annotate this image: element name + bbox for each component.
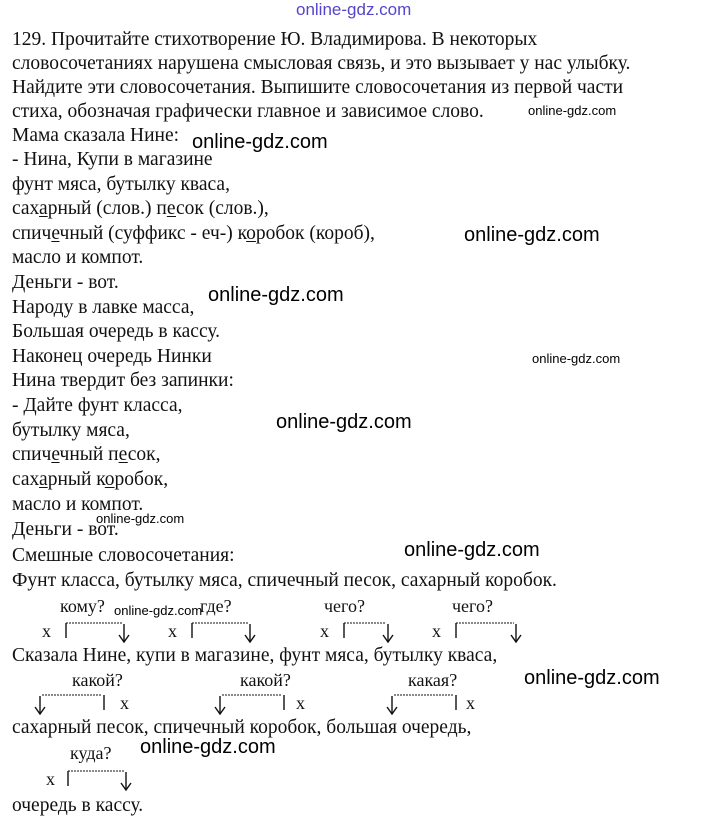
main-word-mark: x [42, 621, 51, 641]
underlined-letter: е [51, 444, 60, 465]
watermark: online-gdz.com [524, 667, 660, 689]
watermark: online-gdz.com [276, 411, 412, 433]
poem-line [12, 443, 161, 467]
text: спич [12, 223, 52, 244]
task-line-4: стиха, обозначая графически главное и зависимое слово. [12, 101, 484, 122]
watermark: online-gdz.com [114, 603, 203, 618]
poem-line [12, 468, 168, 492]
text: чный (суффикс - еч-) к [59, 223, 247, 244]
answer-line: сахарный песок, спичечный коробок, большая очередь, [12, 717, 472, 738]
dependency-arrow-left [384, 692, 462, 716]
poem-line: Нина твердит без запинки: [12, 370, 234, 391]
poem-line: Большая очередь в кассу. [12, 321, 221, 342]
text: сах [12, 469, 40, 490]
poem-line: фунт мяса, бутылку кваса, [12, 174, 230, 195]
watermark: online-gdz.com [140, 736, 276, 758]
watermark: online-gdz.com [192, 131, 328, 153]
text: робок (короб), [255, 223, 375, 244]
watermark: online-gdz.com [464, 224, 600, 246]
poem-line: - Нина, Купи в магазине [12, 149, 213, 170]
main-word-mark: x [296, 693, 305, 713]
task-line-3: Найдите эти словосочетания. Выпишите словосочетания из первой части [12, 77, 624, 98]
watermark-top: online-gdz.com [296, 0, 412, 19]
text: спич [12, 444, 52, 465]
poem-line: масло и компот. [12, 494, 144, 515]
main-word-mark: x [432, 621, 441, 641]
task-line-1: 129. Прочитайте стихотворение Ю. Владимирова. В некоторых [12, 29, 538, 50]
question-label: чего? [324, 596, 365, 616]
underlined-letter: е [118, 444, 128, 465]
poem-line: - Дайте фунт класса, [12, 395, 183, 416]
underlined-letter: е [166, 198, 176, 219]
poem-line: бутылку мяса, [12, 420, 130, 441]
main-word-mark: x [320, 621, 329, 641]
underlined-letter: о [246, 223, 256, 244]
watermark: online-gdz.com [532, 351, 621, 366]
underlined-letter: о [104, 469, 115, 490]
watermark: online-gdz.com [208, 284, 344, 306]
question-label: чего? [452, 596, 493, 616]
text: сок (слов.), [175, 198, 269, 219]
text: сах [12, 198, 40, 219]
answer-line: очередь в кассу. [12, 795, 144, 816]
text: чный п [59, 444, 119, 465]
task-line-2: словосочетаниях нарушена смысловая связь, и это вызывает у нас улыбку. [12, 53, 631, 74]
dependency-arrow-right [342, 620, 398, 644]
poem-line: масло и компот. [12, 247, 144, 268]
dependency-arrow-right [66, 768, 138, 792]
answer-heading: Смешные словосочетания: [12, 545, 235, 566]
question-label: какая? [408, 670, 458, 690]
main-word-mark: x [168, 621, 177, 641]
watermark: online-gdz.com [96, 511, 185, 526]
main-word-mark: x [466, 693, 475, 713]
funny-phrases-line: Фунт класса, бутылку мяса, спичечный песок, сахарный коробок. [12, 570, 557, 591]
question-label: кому? [60, 596, 105, 616]
poem-line: Деньги - вот. [12, 272, 119, 293]
text: сок, [127, 444, 161, 465]
underlined-letter: е [51, 223, 60, 244]
poem-line [12, 197, 269, 221]
poem-line: Народу в лавке масса, [12, 297, 195, 318]
main-word-mark: x [46, 769, 55, 789]
question-label: куда? [70, 743, 112, 763]
dependency-arrow-right [190, 620, 262, 644]
dependency-arrow-right [64, 620, 136, 644]
main-word-mark: x [120, 693, 129, 713]
poem-line: Деньги - вот. [12, 519, 119, 540]
underlined-letter: а [39, 469, 48, 490]
dependency-arrow-left [212, 692, 290, 716]
watermark: online-gdz.com [528, 103, 617, 118]
text: рный к [47, 469, 105, 490]
poem-line: Мама сказала Нине: [12, 125, 180, 146]
watermark: online-gdz.com [404, 539, 540, 561]
poem-line [12, 222, 375, 246]
answer-line: Сказала Нине, купи в магазине, фунт мяса, бутылку кваса, [12, 645, 498, 666]
dependency-arrow-right [454, 620, 526, 644]
text: рный (слов.) п [47, 198, 167, 219]
question-label: какой? [240, 670, 291, 690]
dependency-arrow-left [32, 692, 110, 716]
question-label: где? [200, 596, 232, 616]
poem-line: Наконец очередь Нинки [12, 346, 212, 367]
question-label: какой? [72, 670, 123, 690]
underlined-letter: а [39, 198, 48, 219]
text: робок, [114, 469, 169, 490]
